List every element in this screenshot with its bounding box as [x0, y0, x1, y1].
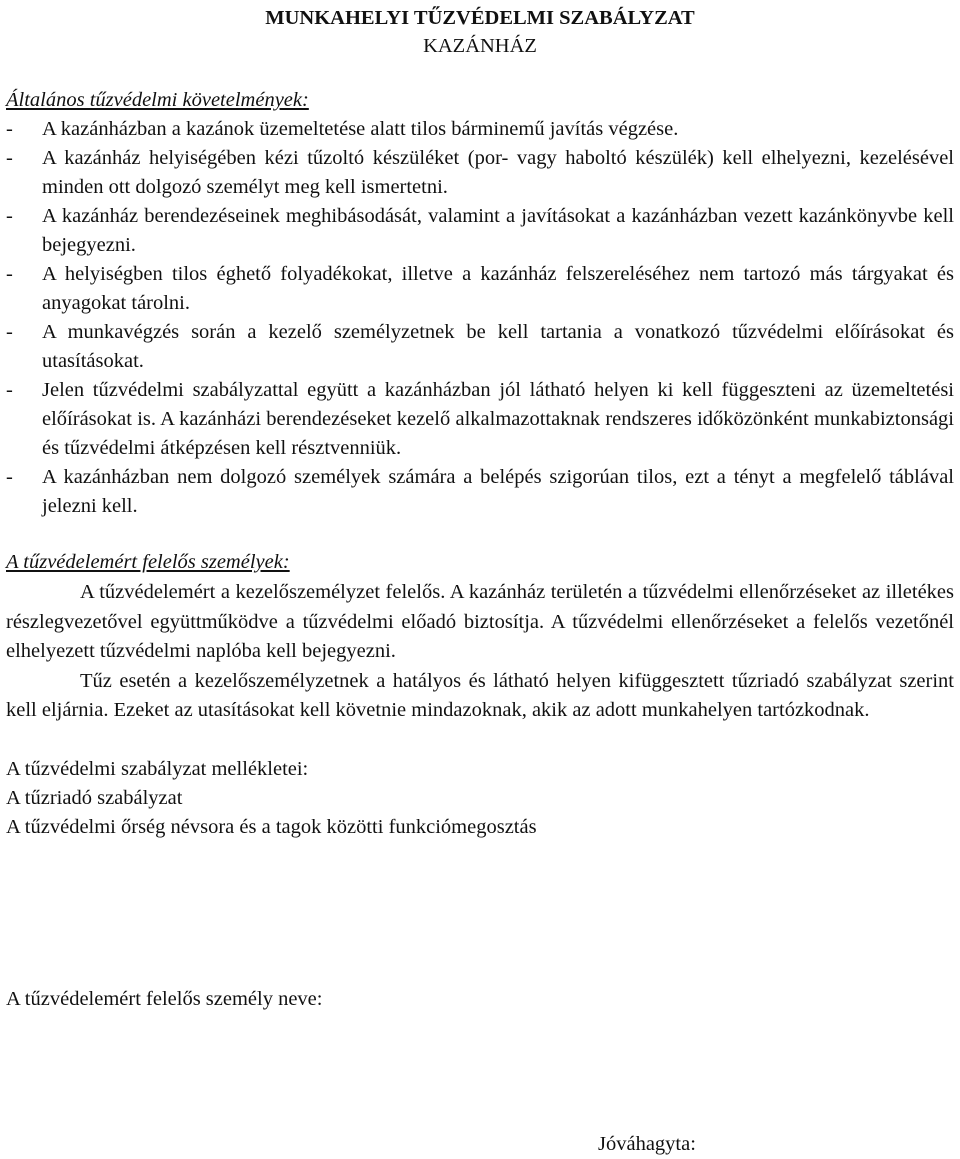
- dash-marker: -: [6, 466, 13, 488]
- list-item-text: A kazánházban a kazánok üzemeltetése alatt tilos bárminemű javítás végzése.: [42, 118, 679, 140]
- document-title: MUNKAHELYI TŰZVÉDELMI SZABÁLYZAT: [265, 7, 695, 29]
- list-item: [6, 115, 954, 144]
- attachments-heading: A tűzvédelmi szabályzat mellékletei:: [6, 757, 309, 780]
- list-item: [6, 318, 954, 376]
- list-item: [6, 144, 954, 202]
- list-item-text: A helyiségben tilos éghető folyadékokat, illetve a kazánház felszereléséhez nem tartozó más tárgyakat és anyagokat tárolni.: [42, 263, 954, 314]
- dash-marker: -: [6, 147, 13, 169]
- dash-marker: -: [6, 379, 13, 401]
- general-requirements-list: [6, 115, 954, 521]
- responsible-person-label: A tűzvédelemért felelős személy neve:: [6, 988, 323, 1010]
- list-item-text: Jelen tűzvédelmi szabályzattal együtt a kazánházban jól látható helyen ki kell függeszteni az üzemeltetési előírásokat is. A kazánházi berendezéseket kezelő alkalmazottaknak rendszeres időközönként munkabiztonsági és tűzvédelmi átképzésen kell résztvenniük.: [42, 379, 954, 459]
- general-requirements-heading: Általános tűzvédelmi követelmények:: [6, 89, 309, 111]
- responsibility-paragraph: A tűzvédelemért a kezelőszemélyzet felelős. A kazánház területén a tűzvédelmi ellenőrzéseket az illetékes részlegvezetővel együttműködve a tűzvédelmi előadó biztosítja. A tűzvédelmi ellenőrzéseket a felelős vezetőnél elhelyezett tűzvédelmi naplóba kell bejegyezni.: [6, 581, 954, 662]
- dash-marker: -: [6, 263, 13, 285]
- responsible-persons-heading: A tűzvédelemért felelős személyek:: [6, 551, 290, 573]
- dash-marker: -: [6, 205, 13, 227]
- document-subtitle: KAZÁNHÁZ: [423, 35, 537, 57]
- attachment-item: A tűzvédelmi őrség névsora és a tagok közötti funkciómegosztás: [6, 815, 537, 838]
- list-item-text: A kazánházban nem dolgozó személyek számára a belépés szigorúan tilos, ezt a tényt a megfelelő táblával jelezni kell.: [42, 466, 954, 517]
- dash-marker: -: [6, 118, 13, 140]
- fire-procedure-paragraph: Tűz esetén a kezelőszemélyzetnek a hatályos és látható helyen kifüggesztett tűzriadó szabályzat szerint kell eljárnia. Ezeket az utasításokat kell követnie mindazoknak, akik az adott munkahelyen tartózkodnak.: [6, 669, 954, 721]
- list-item: [6, 260, 954, 318]
- dash-marker: -: [6, 321, 13, 343]
- list-item: [6, 202, 954, 260]
- attachment-item: A tűzriadó szabályzat: [6, 786, 183, 809]
- list-item-text: A kazánház helyiségében kézi tűzoltó készüléket (por- vagy haboltó készülék) kell elhelyezni, kezelésével minden ott dolgozó személyt meg kell ismertetni.: [42, 147, 954, 198]
- attachments-block: [6, 755, 954, 842]
- list-item: [6, 376, 954, 463]
- list-item-text: A kazánház berendezéseinek meghibásodását, valamint a javításokat a kazánházban vezett kazánkönyvbe kell bejegyezni.: [42, 205, 954, 256]
- list-item-text: A munkavégzés során a kezelő személyzetnek be kell tartania a vonatkozó tűzvédelmi előírásokat és utasításokat.: [42, 321, 954, 372]
- approved-by-label: Jóváhagyta:: [598, 1133, 696, 1155]
- list-item: [6, 463, 954, 521]
